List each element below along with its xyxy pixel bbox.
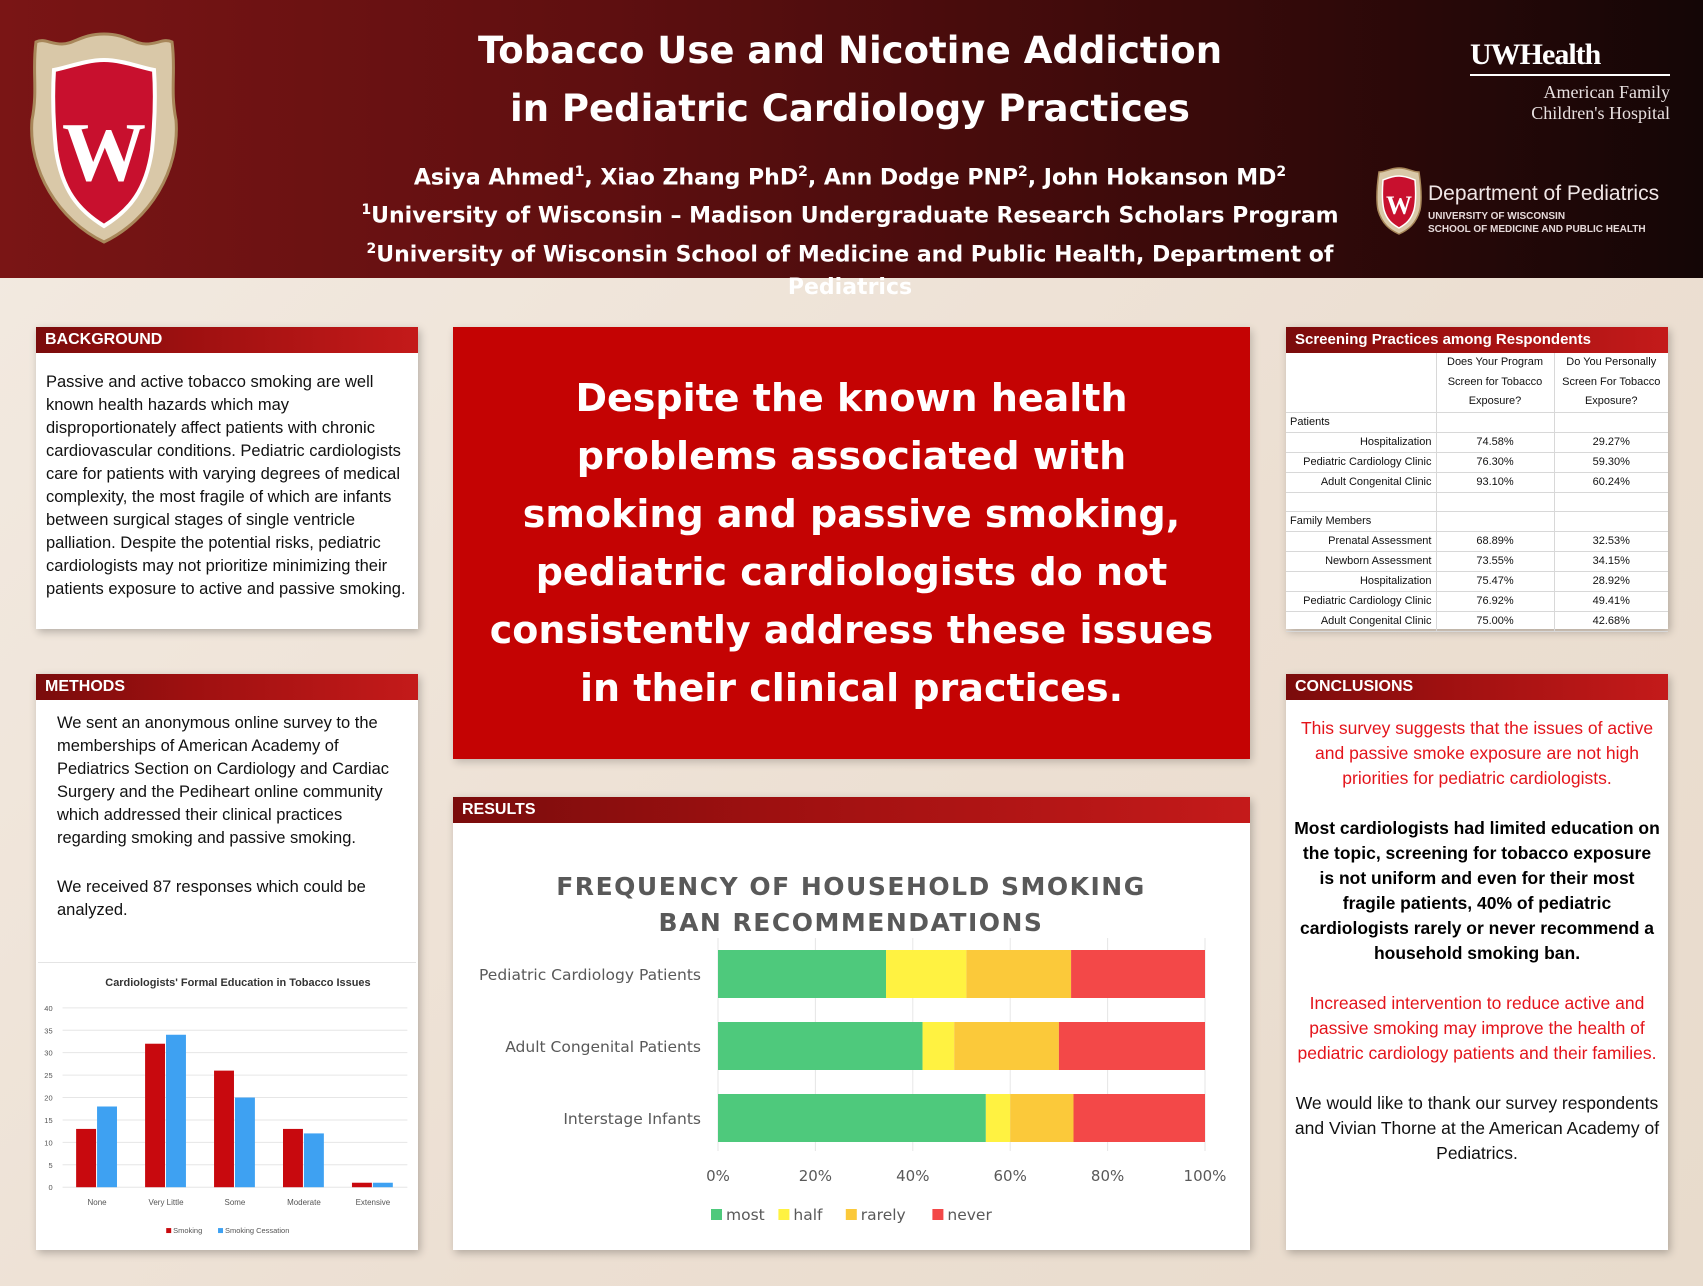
methods-heading: METHODS (36, 674, 418, 700)
conclusions-heading: CONCLUSIONS (1286, 674, 1668, 700)
education-chart (38, 962, 416, 1248)
background-text: Passive and active tobacco smoking are well known health hazards which may disproportionately affect patients with chronic cardiovascular conditions. Pediatric cardiologists care for patients with varying degrees of medical complexity, the most fragile of which are infants between surgical stages of single ventricle palliation. Despite the potential risks, pediatric cardiologists may not prioritize minimizing their patients exposure to active and passive smoking. (46, 373, 406, 598)
edu-y-tick: 0 (48, 1183, 53, 1193)
affiliation-1: $^1$University of Wisconsin – Madison Undergraduate Research Scholars Program (361, 202, 1339, 229)
x-tick-label: 20% (798, 1167, 833, 1185)
legend-label-rarely: rarely (860, 1206, 906, 1224)
edu-y-tick: 35 (44, 1026, 53, 1036)
edu-x-label: None (87, 1198, 107, 1208)
col-program-header: Does Your Program Screen for Tobacco Exposure? (1436, 353, 1554, 412)
edu-bar-cessation (235, 1098, 255, 1188)
edu-y-tick: 40 (44, 1003, 53, 1013)
edu-bar-smoking (214, 1071, 234, 1188)
svg-text:W: W (1386, 191, 1412, 220)
acknowledgements: We would like to thank our survey respondents and Vivian Thorne at the American Academy of Pediatrics. (1294, 1093, 1660, 1163)
legend-swatch-rarely (846, 1209, 857, 1220)
edu-bar-smoking (145, 1044, 165, 1187)
bar-segment-half (986, 1094, 1010, 1142)
table-row: Adult Congenital Clinic 75.00% 42.68% (1286, 611, 1668, 631)
background-panel (36, 327, 418, 629)
conclusions-panel (1286, 674, 1668, 1250)
table-row: Hospitalization 74.58% 29.27% (1286, 432, 1668, 452)
edu-bar-cessation (373, 1183, 393, 1187)
affiliation-2: $^2$University of Wisconsin School of Medicine and Public Health, Department of Pediatrics (366, 240, 1334, 300)
group-row: Family Members (1286, 511, 1668, 531)
x-tick-label: 100% (1183, 1167, 1227, 1185)
legend-swatch-never (932, 1209, 943, 1220)
uw-mini-crest-icon (1376, 166, 1422, 236)
methods-text-1: We sent an anonymous online survey to the memberships of American Academy of Pediatrics Section on Cardiology and Cardiac Surgery and the Pediheart online community which addressed their clinical practices regarding smoking and passive smoking. (57, 714, 390, 847)
edu-bar-cessation (166, 1035, 186, 1187)
poster-title: Tobacco Use and Nicotine Addiction in Pediatric Cardiology Practices (477, 29, 1223, 130)
results-heading: RESULTS (453, 797, 1250, 823)
chart-title-line1: FREQUENCY OF HOUSEHOLD SMOKING (556, 872, 1146, 901)
bar-segment-half (923, 1022, 955, 1070)
legend-label-half: half (793, 1206, 823, 1224)
poster-header (0, 0, 1703, 300)
bar-segment-half (886, 950, 966, 998)
edu-x-label: Very Little (148, 1198, 184, 1208)
x-tick-label: 60% (993, 1167, 1027, 1185)
x-tick-label: 0% (706, 1167, 730, 1185)
screening-panel (1286, 327, 1668, 629)
edu-y-tick: 30 (44, 1048, 53, 1058)
edu-bar-smoking (352, 1183, 372, 1187)
methods-text-2: We received 87 responses which could be analyzed. (57, 878, 366, 919)
smoking-ban-chart (453, 823, 1250, 1250)
conclusion-1: This survey suggests that the issues of active and passive smoke exposure are not high priorities for pediatric cardiologists. (1300, 718, 1654, 788)
spacer-row (1286, 492, 1668, 511)
table-row: Newborn Assessment 73.55% 34.15% (1286, 551, 1668, 571)
edu-legend-swatch (166, 1228, 171, 1233)
chart-title-line2: BAN RECOMMENDATIONS (658, 908, 1044, 937)
edu-legend-label: Smoking (173, 1226, 203, 1236)
category-label: Adult Congenital Patients (505, 1038, 701, 1056)
edu-x-label: Moderate (287, 1198, 321, 1208)
screening-heading: Screening Practices among Respondents (1286, 327, 1668, 353)
edu-legend-swatch (218, 1228, 223, 1233)
edu-y-tick: 10 (44, 1138, 53, 1148)
edu-y-tick: 5 (48, 1160, 53, 1170)
legend-swatch-most (711, 1209, 722, 1220)
edu-x-label: Extensive (355, 1198, 391, 1208)
legend-label-most: most (726, 1206, 765, 1224)
edu-y-tick: 15 (44, 1115, 53, 1125)
bar-segment-never (1074, 1094, 1205, 1142)
conclusion-3: Increased intervention to reduce active and passive smoking may improve the health of pediatric cardiology patients and their families. (1297, 993, 1657, 1063)
table-row: Prenatal Assessment 68.89% 32.53% (1286, 531, 1668, 551)
bar-segment-never (1071, 950, 1205, 998)
authors-block (330, 156, 1370, 304)
edu-bar-smoking (76, 1129, 96, 1187)
uw-health-logo: UWHealth American Family Children's Hospital (1470, 38, 1670, 123)
bar-segment-never (1059, 1022, 1205, 1070)
table-header-row (1286, 353, 1668, 412)
background-heading: BACKGROUND (36, 327, 418, 353)
x-tick-label: 40% (896, 1167, 930, 1185)
bar-segment-most (718, 1094, 986, 1142)
edu-chart-title: Cardiologists' Formal Education in Tobacco Issues (105, 976, 371, 989)
edu-bar-cessation (97, 1106, 117, 1187)
edu-bar-smoking (283, 1129, 303, 1187)
author-list: Asiya Ahmed$^1$, Xiao Zhang PhD$^2$, Ann Dodge PNP$^2$, John Hokanson $MD^2$ (413, 164, 1287, 191)
x-tick-label: 80% (1090, 1167, 1125, 1185)
col-personal-header: Do You Personally Screen For Tobacco Exposure? (1554, 353, 1668, 412)
conclusion-2: Most cardiologists had limited education on the topic, screening for tobacco exposure is not uniform and even for their most fragile patients, 40% of pediatric cardiologists rarely or never recommend a household smoking ban. (1294, 818, 1660, 963)
bar-segment-most (718, 950, 886, 998)
department-logo: W Department of Pediatrics UNIVERSITY OF WISCONSIN SCHOOL OF MEDICINE AND PUBLIC HEALTH (1376, 166, 1676, 238)
group-row: Patients (1286, 412, 1668, 432)
edu-y-tick: 20 (44, 1093, 53, 1103)
table-row: Adult Congenital Clinic 93.10% 60.24% (1286, 472, 1668, 492)
bar-segment-most (718, 1022, 923, 1070)
methods-body (36, 700, 418, 922)
category-label: Interstage Infants (563, 1110, 701, 1128)
bar-segment-rarely (1010, 1094, 1073, 1142)
edu-y-tick: 25 (44, 1071, 53, 1081)
key-message: Despite the known health problems associated with smoking and passive smoking, pediatric cardiologists do not consistently address these issues in their clinical practices. (453, 327, 1250, 759)
category-label: Pediatric Cardiology Patients (478, 966, 701, 984)
bar-segment-rarely (966, 950, 1071, 998)
table-row: Pediatric Cardiology Clinic 76.30% 59.30% (1286, 452, 1668, 472)
crest-letter: W (62, 106, 146, 199)
results-panel (453, 797, 1250, 1250)
edu-x-label: Some (224, 1198, 246, 1208)
table-row: Pediatric Cardiology Clinic 76.92% 49.41% (1286, 591, 1668, 611)
edu-bar-cessation (304, 1133, 324, 1187)
bar-segment-rarely (954, 1022, 1059, 1070)
conclusions-body (1286, 700, 1668, 1166)
table-row: Hospitalization 75.47% 28.92% (1286, 571, 1668, 591)
legend-swatch-half (778, 1209, 789, 1220)
legend-label-never: never (947, 1206, 992, 1224)
uw-crest-logo (30, 30, 178, 245)
screening-table (1286, 353, 1668, 632)
methods-panel (36, 674, 418, 1250)
edu-legend-label: Smoking Cessation (225, 1226, 290, 1236)
